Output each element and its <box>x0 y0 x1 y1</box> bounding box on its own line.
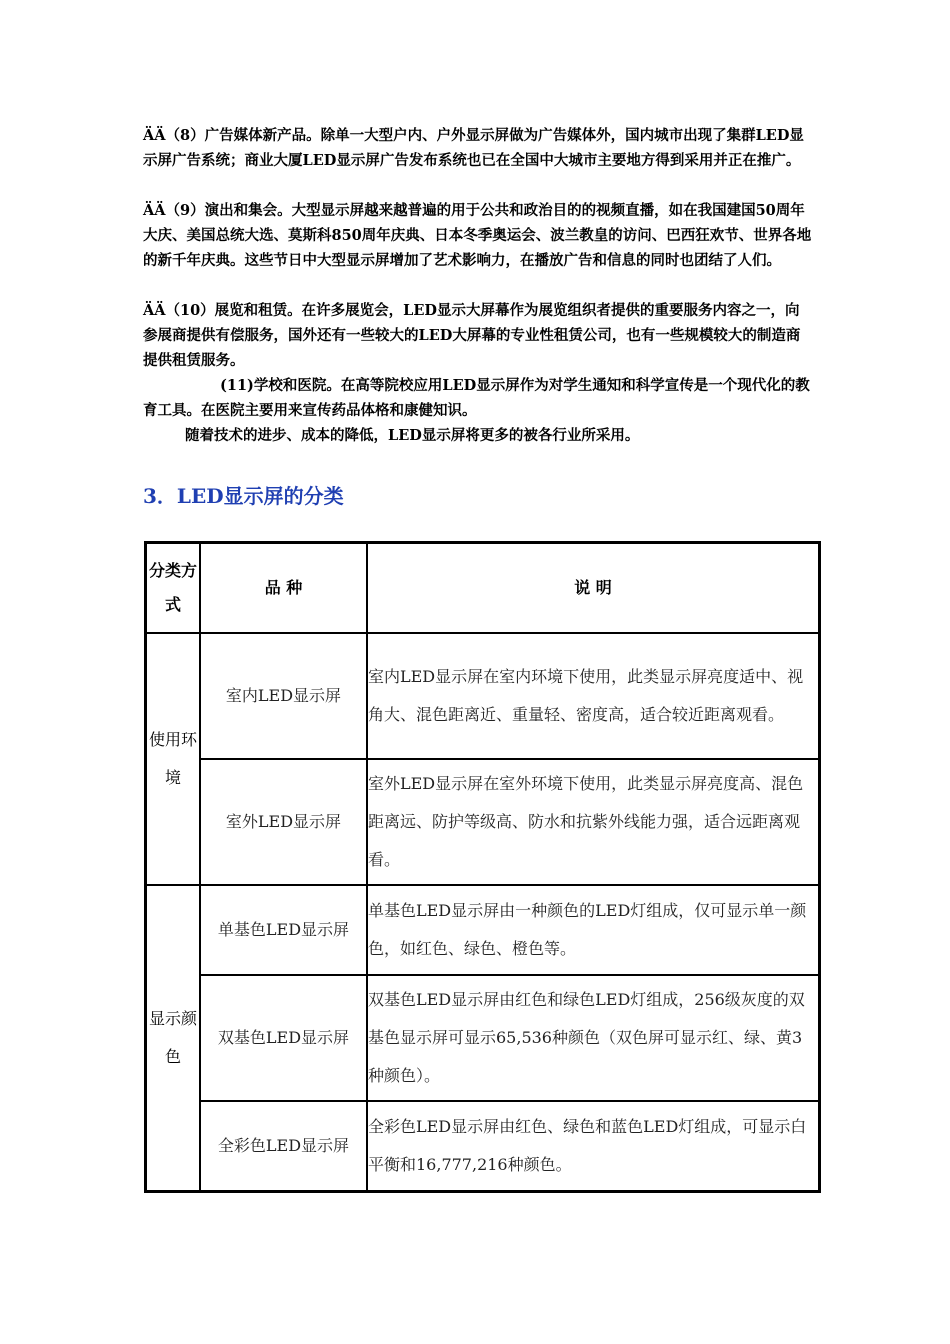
table-row <box>146 885 819 975</box>
paragraph-performance: ÄÄ（9）演出和集会。大型显示屏越来越普遍的用于公共和政治目的的视频直播，如在我国建国50周年大庆、美国总统大选、莫斯科850周年庆典、日本冬季奥运会、波兰教皇的访问、巴西狂欢节、世界各地的新千年庆典。这些节日中大型显示屏增加了艺术影响力，在播放广告和信息的同时也团结了人们。 <box>143 202 812 269</box>
description-cell: 室内LED显示屏在室内环境下使用，此类显示屏亮度适中、视角大、混色距离近、重量轻、密度高，适合较近距离观看。 <box>367 633 819 759</box>
description-cell: 全彩色LED显示屏由红色、绿色和蓝色LED灯组成，可显示白平衡和16,777,216种颜色。 <box>367 1101 819 1191</box>
method-cell: 显示颜色 <box>146 885 200 1191</box>
section-heading: 3．LED显示屏的分类 <box>143 484 344 508</box>
variety-cell: 双基色LED显示屏 <box>200 975 367 1101</box>
classification-table <box>144 541 821 1193</box>
description-cell: 室外LED显示屏在室外环境下使用，此类显示屏亮度高、混色距离远、防护等级高、防水和抗紫外线能力强，适合远距离观看。 <box>367 759 819 885</box>
variety-cell: 室内LED显示屏 <box>200 633 367 759</box>
table-row <box>146 975 819 1101</box>
table-header-row <box>146 543 819 633</box>
header-variety: 品 种 <box>200 543 367 633</box>
header-method: 分类方式 <box>146 543 200 633</box>
variety-cell: 单基色LED显示屏 <box>200 885 367 975</box>
paragraph-summary: 随着技术的进步、成本的降低，LED显示屏将更多的被各行业所采用。 <box>185 427 640 444</box>
description-cell: 单基色LED显示屏由一种颜色的LED灯组成，仅可显示单一颜色，如红色、绿色、橙色等。 <box>367 885 819 975</box>
variety-cell: 全彩色LED显示屏 <box>200 1101 367 1191</box>
paragraph-school-hospital: (11)学校和医院。在高等院校应用LED显示屏作为对学生通知和科学宣传是一个现代化的教育工具。在医院主要用来宣传药品体格和康健知识。 <box>143 377 810 419</box>
paragraph-ad-media: ÄÄ（8）广告媒体新产品。除单一大型户内、户外显示屏做为广告媒体外，国内城市出现了集群LED显示屏广告系统；商业大厦LED显示屏广告发布系统也已在全国中大城市主要地方得到采用并正在推广。 <box>143 127 804 169</box>
description-cell: 双基色LED显示屏由红色和绿色LED灯组成，256级灰度的双基色显示屏可显示65,536种颜色（双色屏可显示红、绿、黄3种颜色）。 <box>367 975 819 1101</box>
header-description: 说 明 <box>367 543 819 633</box>
method-cell: 使用环境 <box>146 633 200 885</box>
table-row <box>146 633 819 759</box>
table-row <box>146 1101 819 1191</box>
paragraph-exhibition: ÄÄ（10）展览和租赁。在许多展览会，LED显示大屏幕作为展览组织者提供的重要服务内容之一，向参展商提供有偿服务，国外还有一些较大的LED大屏幕的专业性租赁公司，也有一些规模较大的制造商提供租赁服务。 <box>143 302 801 369</box>
table-row <box>146 759 819 885</box>
variety-cell: 室外LED显示屏 <box>200 759 367 885</box>
